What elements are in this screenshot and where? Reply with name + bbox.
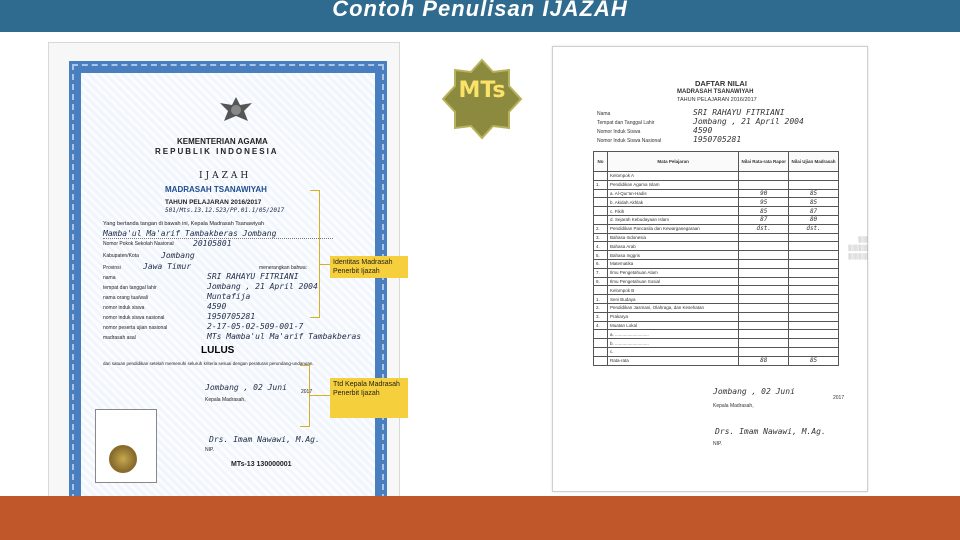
field-value: MTs Mamba'ul Ma'arif Tambakberas [207,332,362,341]
row-number: 1. [594,295,608,304]
row-number: 1. [594,180,608,189]
row-number: 6. [594,259,608,268]
info-label: Nomor Induk Siswa Nasional [597,138,662,144]
table-row [594,207,839,216]
row-subject: Bahasa Indonesia [607,233,738,242]
row-number: 8. [594,277,608,286]
title-bar [0,0,960,32]
result-label: LULUS [201,345,235,356]
row-subject: Seni Budaya [607,295,738,304]
table-row [594,295,839,304]
table-row [594,233,839,242]
row-rapor [739,339,789,348]
callout-arrow [310,395,330,396]
row-number [594,215,608,224]
table-row [594,224,839,233]
row-rapor: 85 [739,207,789,216]
info-label: Nama [597,111,611,117]
row-ujian [789,277,839,286]
npsn-value: 20105801 [193,239,232,248]
row-subject: c. [607,347,738,356]
callout-arrow [320,264,330,265]
badge-label: MTs [458,78,506,103]
row-number [594,172,608,181]
row-number: 4. [594,321,608,330]
table-row [594,356,839,365]
info-value: Jombang , 21 April 2004 [693,117,804,126]
table-row [594,172,839,181]
row-ujian [789,172,839,181]
callout-bracket [310,190,320,318]
row-rapor: 90 [739,189,789,198]
place-date: Jombang , 02 Juni [205,383,287,392]
country-label: REPUBLIK INDONESIA [155,147,279,156]
nilai-head-label: Kepala Madrasah, [713,403,754,409]
certificate-number: 501/Mts.13.12.523/PP.01.1/05/2017 [165,207,285,214]
intro-text: Yang bertanda tangan di bawah ini, Kepala Madrasah Tsanawiyah [103,221,264,227]
row-subject: Rata-rata [607,356,738,365]
row-ujian [789,303,839,312]
info-label: Nomor Induk Siswa [597,129,641,135]
row-rapor [739,303,789,312]
table-row [594,242,839,251]
statement-text: dari satuan pendidikan setelah memenuhi seluruh kriteria sesuai dengan peraturan perundang-undangan. [103,361,314,366]
row-ujian [789,233,839,242]
row-rapor [739,251,789,260]
school-type-heading: MADRASAH TSANAWIYAH [165,185,267,194]
row-subject: b. ........................... [607,339,738,348]
field-label: tempat dan tanggal lahir [103,285,157,291]
field-label: nama [103,275,116,281]
serial-number: MTs-13 130000001 [231,461,292,468]
row-rapor [739,180,789,189]
row-number: 3. [594,312,608,321]
table-row [594,347,839,356]
school-name-value: Mamba'ul Ma'arif Tambakberas Jombang [103,229,333,239]
row-number: 2. [594,224,608,233]
seal-icon [109,445,137,473]
footer-bar [0,496,960,540]
row-ujian [789,321,839,330]
row-number [594,330,608,339]
row-ujian: 85 [789,198,839,207]
row-subject: Prakarya [607,312,738,321]
table-row [594,198,839,207]
row-ujian [789,295,839,304]
row-ujian: 85 [789,356,839,365]
ijazah-heading: IJAZAH [199,171,252,181]
signer-name: Drs. Imam Nawawi, M.Ag. [209,435,320,444]
column-header: Mata Pelajaran [607,152,738,172]
row-subject: Muatan Lokal [607,321,738,330]
row-subject: Kelompok A [607,172,738,181]
row-ujian [789,347,839,356]
row-subject: Pendidikan Pancasila dan Kewarganegaraan [607,224,738,233]
row-number: 4. [594,242,608,251]
year-heading: TAHUN PELAJARAN 2016/2017 [165,199,262,206]
row-rapor [739,321,789,330]
row-ujian: 85 [789,189,839,198]
row-subject: b. Akidah Akhlak [607,198,738,207]
province-value: Jawa Timur [143,262,192,271]
row-ujian: dst. [789,224,839,233]
row-ujian [789,312,839,321]
province-label: Provinsi [103,265,121,271]
row-subject: d. Sejarah Kebudayaan Islam [607,215,738,224]
row-subject: Kelompok B [607,286,738,295]
info-value: SRI RAHAYU FITRIANI [693,108,785,117]
table-row [594,330,839,339]
nilai-nip-label: NIP. [713,441,723,447]
row-number [594,347,608,356]
table-header-row [594,152,839,172]
npsn-label: Nomor Pokok Sekolah Nasional [103,241,174,247]
declares-label: menerangkan bahwa: [259,265,308,271]
row-number [594,356,608,365]
row-rapor [739,347,789,356]
nilai-year-text: 2017 [833,395,845,401]
row-subject: a. Al-Qur'an-Hadis [607,189,738,198]
row-rapor: 88 [739,356,789,365]
nilai-place-date: Jombang , 02 Juni [713,387,795,396]
row-ujian [789,251,839,260]
table-row [594,215,839,224]
table-row [594,321,839,330]
row-ujian [789,180,839,189]
row-rapor: dst. [739,224,789,233]
row-number [594,339,608,348]
nip-label: NIP. [205,447,215,453]
row-rapor [739,295,789,304]
row-subject: Pendidikan Jasmani, Olahraga, dan Kesehatan [607,303,738,312]
info-value: 1950705281 [693,135,742,144]
field-value: 2-17-05-02-509-001-7 [207,322,304,331]
table-row [594,180,839,189]
row-ujian [789,259,839,268]
column-header: No [594,152,608,172]
grades-table [593,151,839,366]
row-rapor [739,233,789,242]
row-subject: c. Fikih [607,207,738,216]
daftar-nilai-document [552,46,868,492]
field-value: SRI RAHAYU FITRIANI [207,272,299,281]
table-row [594,251,839,260]
field-label: nomor induk siswa [103,305,145,311]
table-row [594,312,839,321]
row-subject: Ilmu Pengetahuan Sosial [607,277,738,286]
ijazah-document [48,42,400,540]
row-subject: a. ........................... [607,330,738,339]
field-label: nama orang tua/wali [103,295,149,301]
field-value: Muntafija [207,292,251,301]
row-number [594,207,608,216]
row-rapor [739,286,789,295]
side-stamp: ▒▒ ▒▒▒ [847,234,868,260]
row-rapor [739,312,789,321]
district-value: Jombang [161,251,195,260]
row-number [594,189,608,198]
row-rapor [739,242,789,251]
table-row [594,303,839,312]
row-rapor: 95 [739,198,789,207]
row-rapor [739,330,789,339]
field-label: madrasah asal [103,335,136,341]
row-rapor [739,268,789,277]
row-rapor: 87 [739,215,789,224]
certificate-border [69,61,387,513]
info-value: 4590 [693,126,713,135]
row-ujian [789,286,839,295]
row-subject: Matematika [607,259,738,268]
row-subject: Pendidikan Agama Islam [607,180,738,189]
row-rapor [739,259,789,268]
row-number [594,198,608,207]
nilai-subtitle: MADRASAH TSANAWIYAH [677,89,754,95]
callout-identitas: Identitas Madrasah Penerbit Ijazah [330,256,408,278]
row-ujian [789,268,839,277]
column-header: Nilai Ujian Madrasah [789,152,839,172]
garuda-emblem-icon [216,91,256,131]
field-value: Jombang , 21 April 2004 [207,282,318,291]
table-row [594,286,839,295]
table-row [594,268,839,277]
table-row [594,277,839,286]
slide-title: Contoh Penulisan IJAZAH [332,0,628,21]
row-number: 7. [594,268,608,277]
table-row [594,189,839,198]
nilai-year: TAHUN PELAJARAN 2016/2017 [677,97,757,103]
row-number: 3. [594,233,608,242]
info-label: Tempat dan Tanggal Lahir [597,120,655,126]
table-row [594,259,839,268]
row-number: 5. [594,251,608,260]
head-label: Kepala Madrasah, [205,397,246,403]
row-number [594,286,608,295]
row-subject: Bahasa Inggris [607,251,738,260]
row-rapor [739,172,789,181]
row-ujian: 87 [789,207,839,216]
row-rapor [739,277,789,286]
field-value: 4590 [207,302,227,311]
row-ujian [789,330,839,339]
district-label: Kabupaten/Kota [103,253,139,259]
row-number: 2. [594,303,608,312]
callout-bracket [300,365,313,427]
row-ujian: 80 [789,215,839,224]
nilai-signer: Drs. Imam Nawawi, M.Ag. [715,427,826,436]
field-value: 1950705281 [207,312,256,321]
row-subject: Bahasa Arab [607,242,738,251]
ministry-label: KEMENTERIAN AGAMA [177,137,268,146]
nilai-title: DAFTAR NILAI [695,79,747,88]
year-text: 2017 [301,389,313,395]
callout-ttd: Ttd Kepala Madrasah Penerbit Ijazah [330,378,408,418]
grades-body [594,172,839,366]
column-header: Nilai Rata-rata Rapor [739,152,789,172]
row-ujian [789,242,839,251]
row-ujian [789,339,839,348]
field-label: nomor induk siswa nasional [103,315,165,321]
field-label: nomor peserta ujian nasional [103,325,168,331]
row-subject: Ilmu Pengetahuan Alam [607,268,738,277]
table-row [594,339,839,348]
